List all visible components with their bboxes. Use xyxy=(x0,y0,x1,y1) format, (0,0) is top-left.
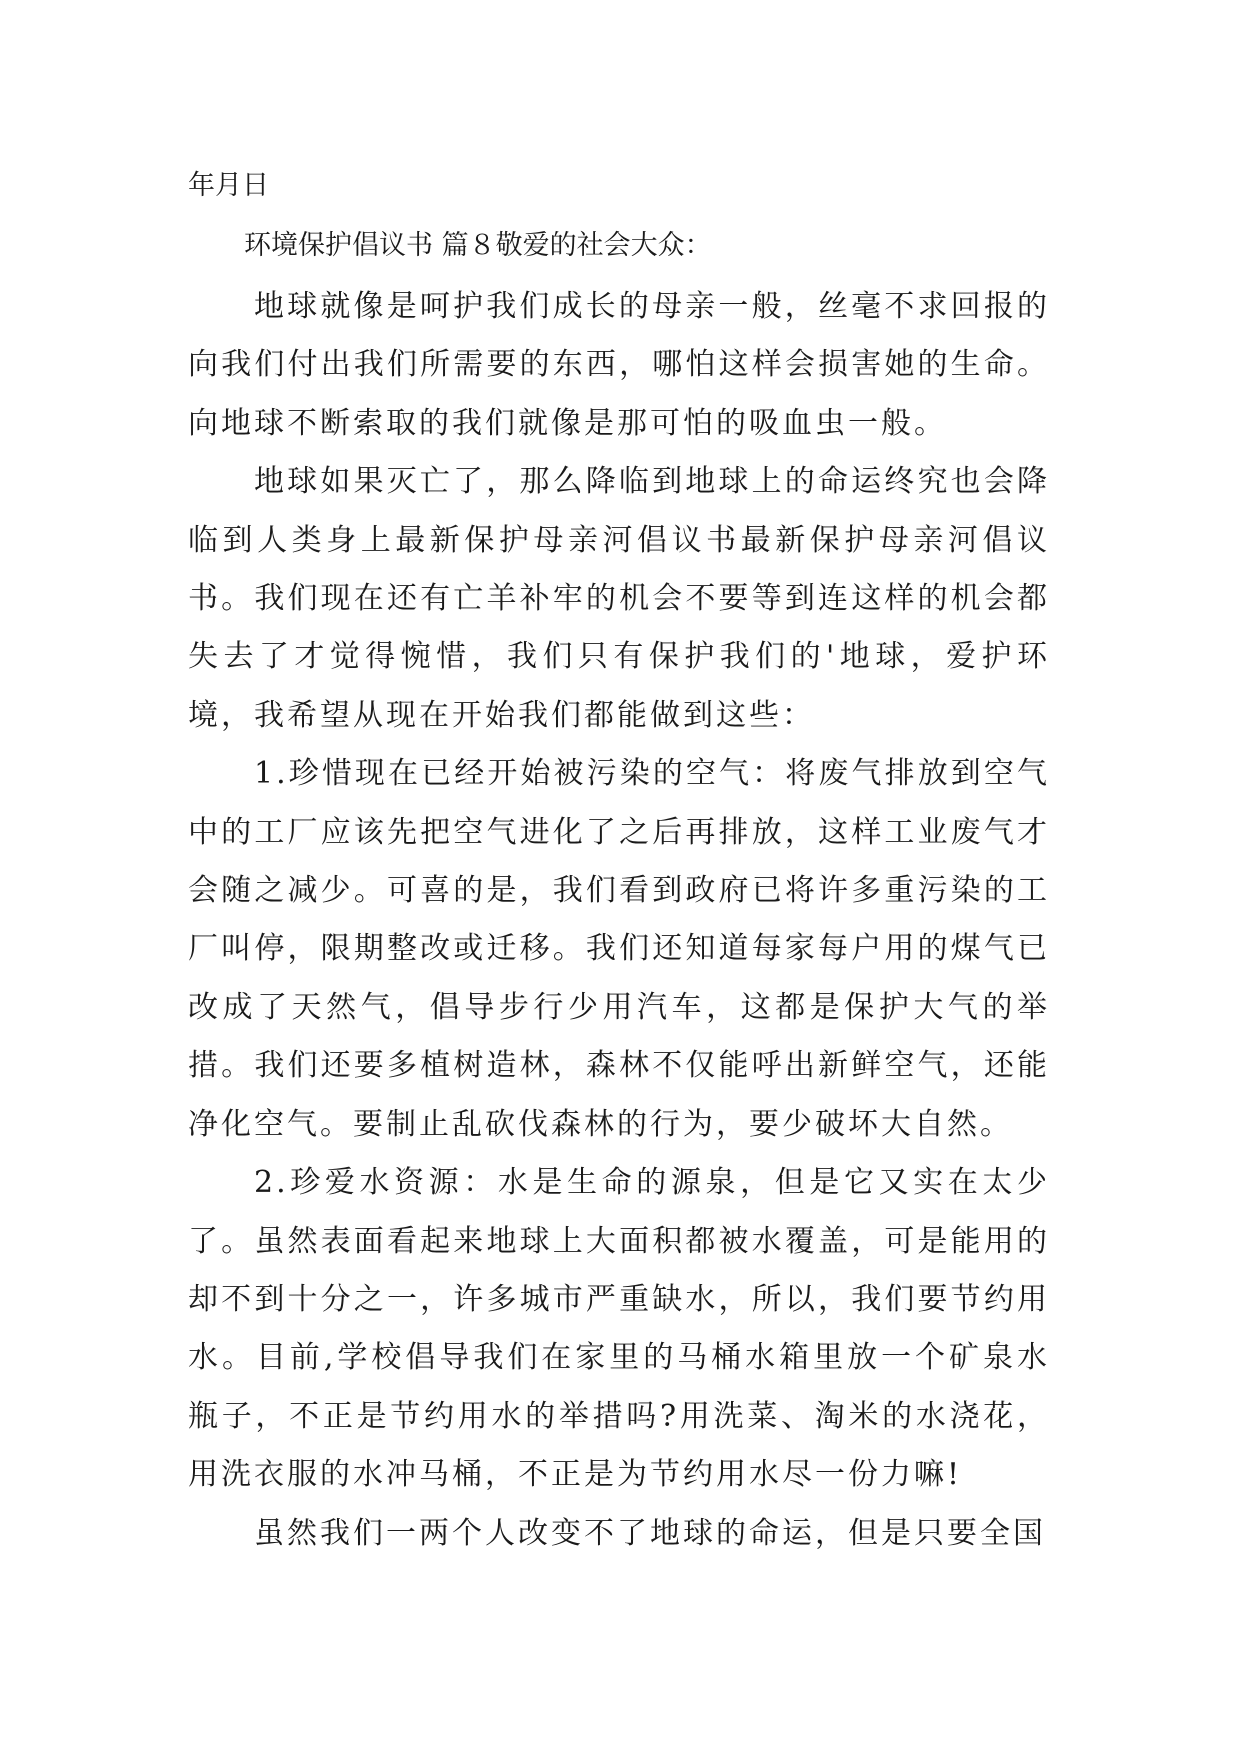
paragraph-air: 1.珍惜现在已经开始被污染的空气：将废气排放到空气中的工厂应该先把空气进化了之后再排放，这样工业废气才会随之减少。可喜的是，我们看到政府已将许多重污染的工厂叫停，限期整改或迁移。我们还知道每家每户用的煤气已改成了天然气，倡导步行少用汽车，这都是保护大气的举措。我们还要多植树造林，森林不仅能呼出新鲜空气，还能净化空气。要制止乱砍伐森林的行为，要少破坏大自然。 xyxy=(188,756,1050,1142)
proposal-heading: 环境保护倡议书 篇８敬爱的社会大众： xyxy=(244,230,712,261)
paragraph-water: 2.珍爱水资源：水是生命的源泉，但是它又实在太少了。虽然表面看起来地球上大面积都被水覆盖，可是能用的却不到十分之一，许多城市严重缺水，所以，我们要节约用水。目前,学校倡导我们在家里的马桶水箱里放一个矿泉水瓶子，不正是节约用水的举措吗?用洗菜、淘米的水浇花，用洗衣服的水冲马桶，不正是为节约用水尽一份力嘛! xyxy=(188,1165,1050,1493)
paragraph-earth-mother: 地球就像是呵护我们成长的母亲一般，丝毫不求回报的向我们付出我们所需要的东西，哪怕这样会损害她的生命。向地球不断索取的我们就像是那可怕的吸血虫一般。 xyxy=(188,289,1050,441)
paragraph-earth-destruction: 地球如果灭亡了，那么降临到地球上的命运终究也会降临到人类身上最新保护母亲河倡议书最新保护母亲河倡议书。我们现在还有亡羊补牢的机会不要等到连这样的机会都失去了才觉得惋惜，我们只有保护我们的'地球，爱护环境，我希望从现在开始我们都能做到这些： xyxy=(188,464,1050,733)
paragraph-closing: 虽然我们一两个人改变不了地球的命运，但是只要全国 xyxy=(254,1515,1046,1551)
date-line: 年月日 xyxy=(188,170,269,201)
document-body xyxy=(188,278,1050,1563)
